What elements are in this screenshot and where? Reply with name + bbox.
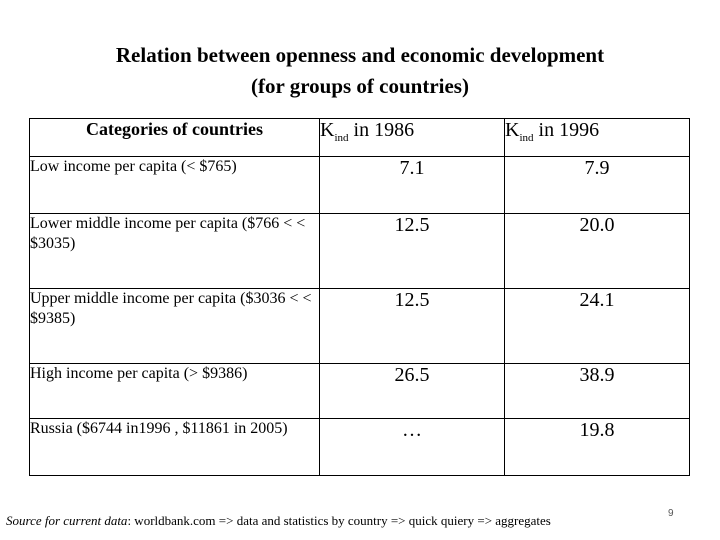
table-row bbox=[30, 364, 690, 419]
kappa-symbol: K bbox=[320, 119, 335, 141]
header-categories: Categories of countries bbox=[30, 119, 320, 157]
kappa-subscript: ind bbox=[334, 132, 349, 144]
header-k-1986 bbox=[320, 119, 505, 157]
value-1996: 38.9 bbox=[505, 364, 690, 419]
page-number: 9 bbox=[668, 508, 674, 519]
header-row bbox=[30, 119, 690, 157]
header-year-text: in 1996 bbox=[533, 119, 600, 141]
value-1986: … bbox=[320, 419, 505, 476]
value-1996: 19.8 bbox=[505, 419, 690, 476]
title-line-1: Relation between openness and economic development bbox=[115, 43, 605, 67]
countries-table bbox=[29, 118, 690, 476]
value-1996: 7.9 bbox=[505, 157, 690, 214]
kappa-symbol: K bbox=[505, 119, 520, 141]
value-1986: 7.1 bbox=[320, 157, 505, 214]
source-text: : worldbank.com => data and statistics by country => quick quiery => aggregates bbox=[127, 513, 551, 528]
value-1996: 24.1 bbox=[505, 289, 690, 364]
value-1996: 20.0 bbox=[505, 214, 690, 289]
header-k-1996 bbox=[505, 119, 690, 157]
table-row bbox=[30, 419, 690, 476]
row-label: Lower middle income per capita ($766 < < $3035) bbox=[30, 214, 320, 289]
row-label: Upper middle income per capita ($3036 < < $9385) bbox=[30, 289, 320, 364]
row-label: Russia ($6744 in1996 , $11861 in 2005) bbox=[30, 419, 320, 476]
table-row bbox=[30, 214, 690, 289]
row-label: Low income per capita (< $765) bbox=[30, 157, 320, 214]
value-1986: 12.5 bbox=[320, 214, 505, 289]
title-line-2: (for groups of countries) bbox=[251, 74, 469, 98]
table-row bbox=[30, 157, 690, 214]
header-year-text: in 1986 bbox=[348, 119, 415, 141]
slide-title bbox=[0, 40, 720, 102]
source-note bbox=[6, 513, 551, 529]
row-label: High income per capita (> $9386) bbox=[30, 364, 320, 419]
value-1986: 26.5 bbox=[320, 364, 505, 419]
kappa-subscript: ind bbox=[519, 132, 534, 144]
source-label: Source for current data bbox=[6, 513, 128, 528]
table-row bbox=[30, 289, 690, 364]
value-1986: 12.5 bbox=[320, 289, 505, 364]
